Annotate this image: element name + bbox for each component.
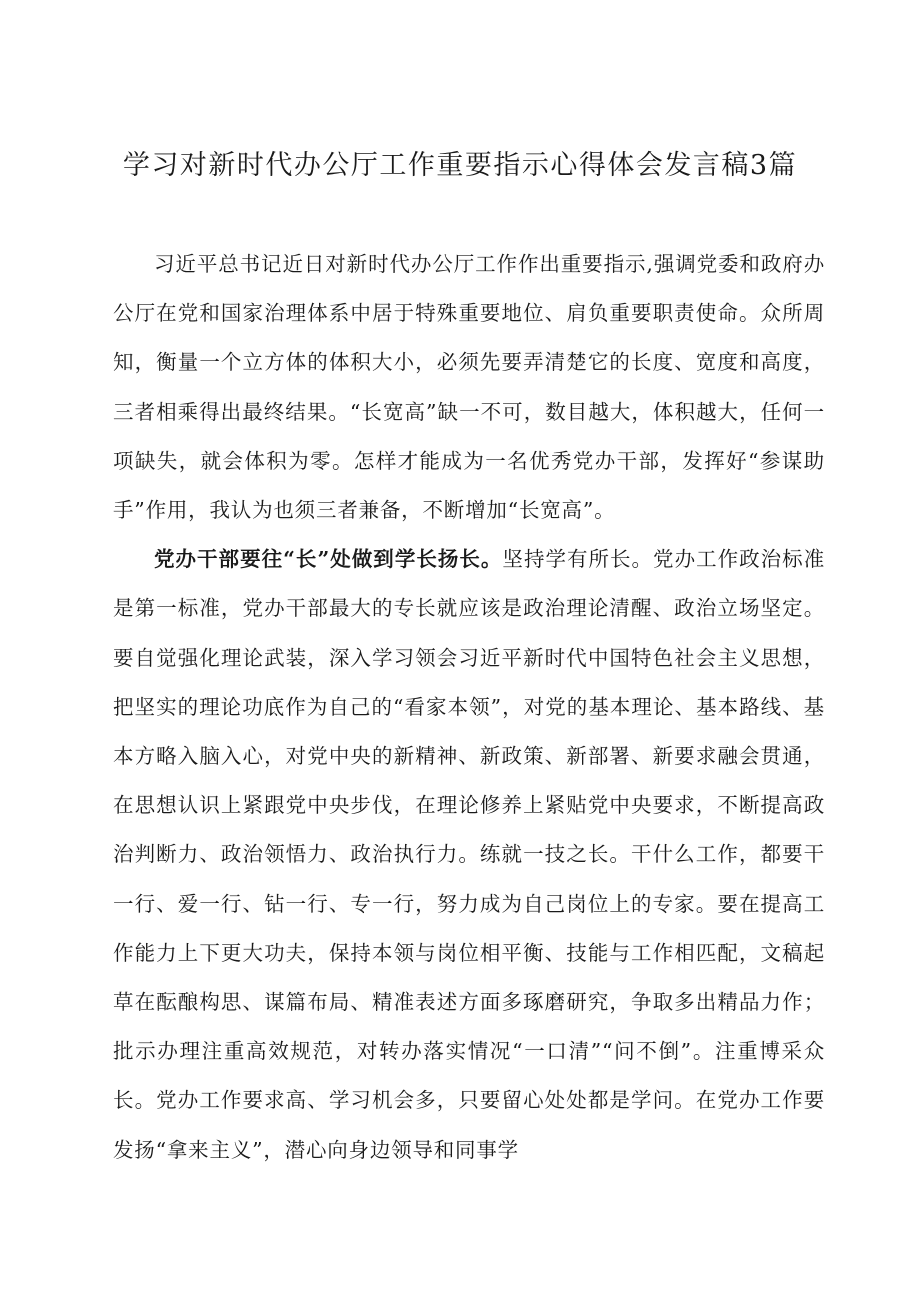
document-title: 学习对新时代办公厅工作重要指示心得体会发言稿3篇 <box>122 150 798 181</box>
paragraph-lead-heading: 党办干部要往“长”处做到学长扬长。 <box>154 547 503 572</box>
document-body <box>113 240 825 1175</box>
paragraph-text: 坚持学有所长。党办工作政治标准是第一标准，党办干部最大的专长就应该是政治理论清醒、政治立场坚定。要自觉强化理论武装，深入学习领会习近平新时代中国特色社会主义思想，把坚实的理论功底作为自己的“看家本领”，对党的基本理论、基本路线、基本方略入脑入心，对党中央的新精神、新政策、新部署、新要求融会贯通，在思想认识上紧跟党中央步伐，在理论修养上紧贴党中央要求，不断提高政治判断力、政治领悟力、政治执行力。练就一技之长。干什么工作，都要干一行、爱一行、钻一行、专一行，努力成为自己岗位上的专家。要在提高工作能力上下更大功夫，保持本领与岗位相平衡、技能与工作相匹配，文稿起草在酝酿构思、谋篇布局、精准表述方面多琢磨研究，争取多出精品力作；批示办理注重高效规范，对转办落实情况“一口清”“问不倒”。注重博采众长。党办工作要求高、学习机会多，只要留心处处都是学问。在党办工作要发扬“拿来主义”，潜心向身边领导和同事学 <box>113 547 825 1162</box>
paragraph-text: 习近平总书记近日对新时代办公厅工作作出重要指示,强调党委和政府办公厅在党和国家治理体系中居于特殊重要地位、肩负重要职责使命。众所周知，衡量一个立方体的体积大小，必须先要弄清楚它的长度、宽度和高度，三者相乘得出最终结果。“长宽高”缺一不可，数目越大，体积越大，任何一项缺失，就会体积为零。怎样才能成为一名优秀党办干部，发挥好“参谋助手”作用，我认为也须三者兼备，不断增加“长宽高”。 <box>113 252 825 523</box>
paragraph-section-1 <box>113 535 825 1175</box>
paragraph-intro <box>113 240 825 535</box>
